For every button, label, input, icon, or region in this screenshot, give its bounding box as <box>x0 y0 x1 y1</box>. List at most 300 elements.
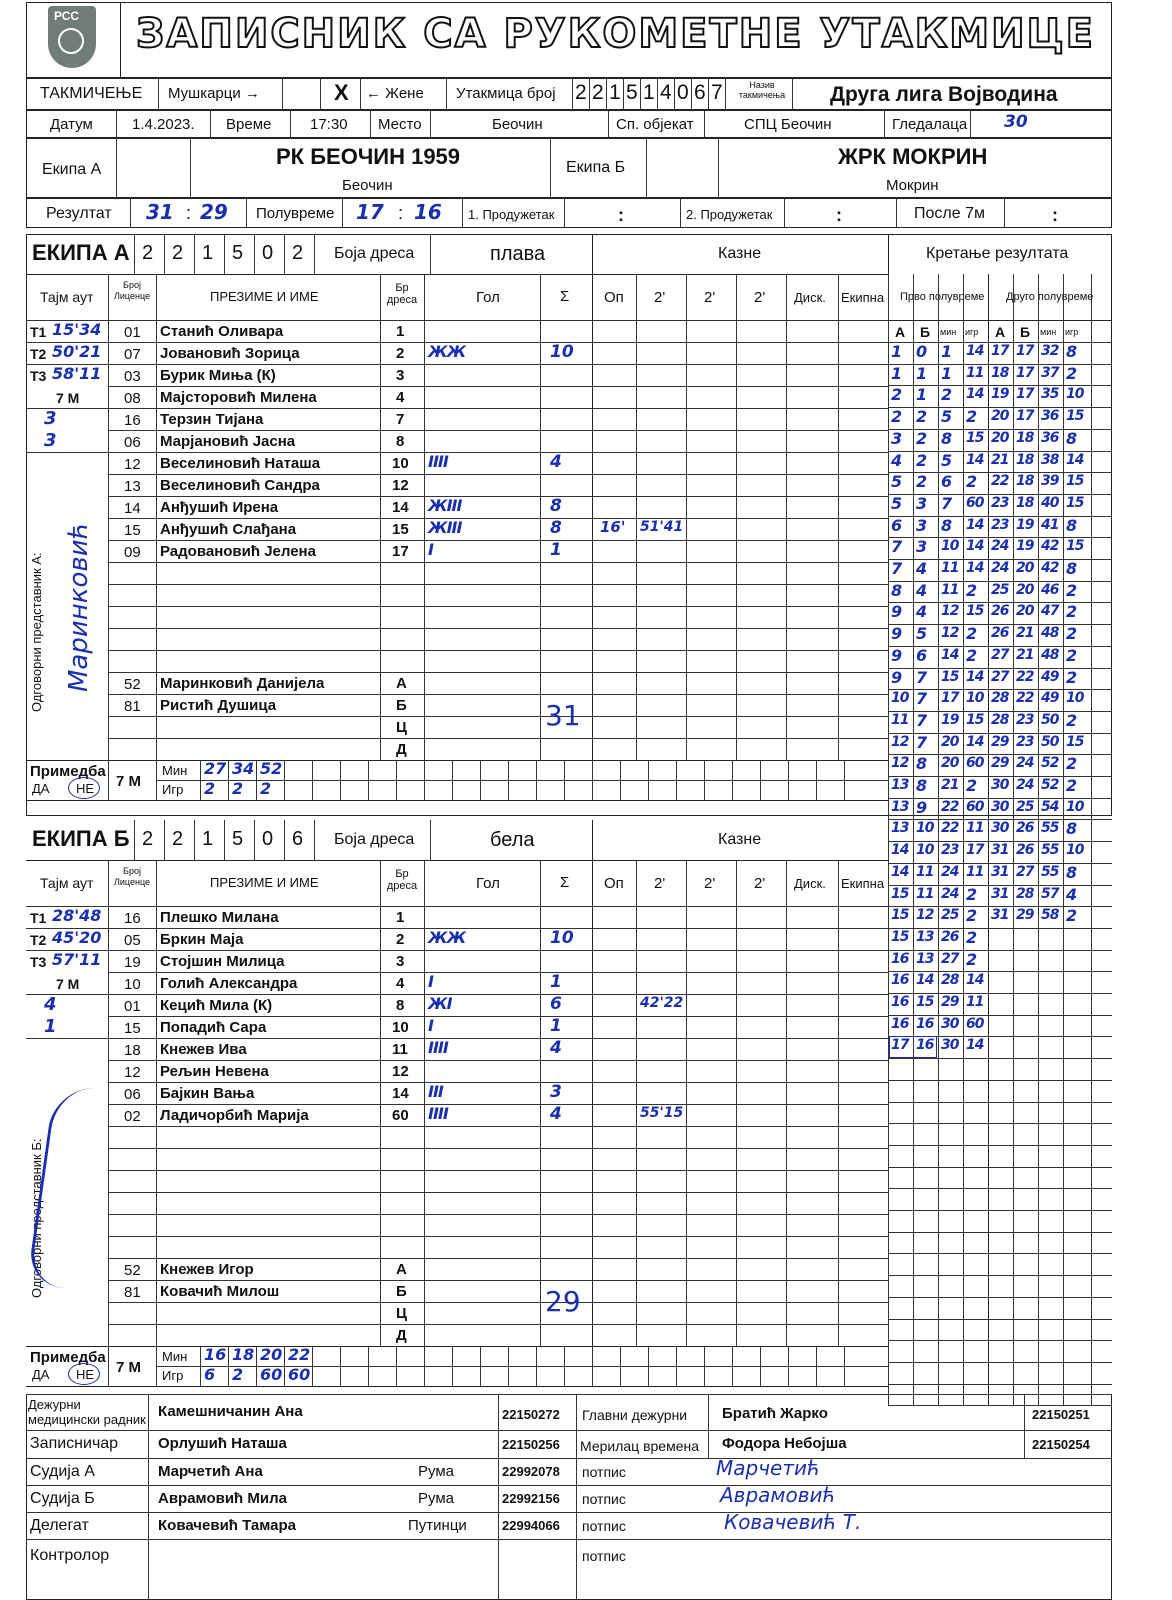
v-rule <box>736 320 737 760</box>
v-rule <box>786 320 787 760</box>
progress-entry: 29 <box>941 994 959 1010</box>
team-b-label: Екипа Б <box>566 159 626 176</box>
team-b-player-license: 18 <box>124 1042 141 1059</box>
progress-entry: 26 <box>1016 820 1034 837</box>
team-a-player-number: 14 <box>392 499 409 516</box>
team-a-code-digit: 2 <box>292 242 304 264</box>
v-rule <box>788 760 789 800</box>
team-a-player-name: Веселиновић Сандра <box>160 477 320 494</box>
h-rule <box>108 650 888 651</box>
v-rule <box>508 1346 509 1386</box>
team-b-player-2min: 55'15 <box>640 1105 684 1121</box>
team-b-player-2min: 42'22 <box>640 995 684 1011</box>
team-a-official-role: Д <box>396 741 407 758</box>
v-rule <box>380 906 381 1346</box>
medic-label: Дежурни медицински радник <box>28 1397 146 1427</box>
match-digit: 4 <box>660 81 672 104</box>
progress-entry: 48 <box>1041 625 1059 642</box>
col-2min: 2' <box>654 289 666 306</box>
halftime-sep: : <box>398 203 404 223</box>
progress-entry: 38 <box>1041 451 1059 468</box>
progress-entry: 25 <box>991 581 1009 598</box>
team-a-timeout-label: Т2 <box>30 346 47 362</box>
second-half-label: Друго полувреме <box>1006 291 1094 303</box>
team-b-player-license: 02 <box>124 1108 141 1125</box>
team-a-player-number: 8 <box>396 433 405 450</box>
referee-a-sign-label: потпис <box>582 1464 626 1480</box>
competition-name-label: Назив такмичења <box>738 80 786 100</box>
progress-entry: 1 <box>941 342 952 361</box>
team-b-official-name: Кнежев Игор <box>160 1261 254 1278</box>
team-a-official-name: Маринковић Данијела <box>160 675 325 692</box>
team-a-player-license: 15 <box>124 522 141 539</box>
progress-entry: 12 <box>891 755 909 772</box>
progress-entry: 55 <box>1041 842 1059 859</box>
v-rule <box>564 760 565 800</box>
progress-entry: 17 <box>891 1037 909 1054</box>
progress-entry: 24 <box>941 885 959 902</box>
progress-entry: 14 <box>966 451 984 468</box>
progress-col-head: игр <box>965 327 979 337</box>
progress-entry: 14 <box>891 842 909 859</box>
v-rule <box>686 860 687 906</box>
progress-entry: 5 <box>891 472 902 492</box>
team-a-player-license: 13 <box>124 478 141 495</box>
col-goals: Гол <box>476 289 500 306</box>
v-rule <box>732 760 733 800</box>
progress-entry: 2 <box>966 407 977 427</box>
v-rule <box>312 760 313 800</box>
v-rule <box>312 1346 313 1386</box>
team-b-jersey-label: Боја дреса <box>334 831 415 848</box>
progress-entry: 8 <box>1066 428 1077 448</box>
h-rule <box>26 994 108 995</box>
v-rule <box>1013 274 1014 1405</box>
progress-entry: 6 <box>941 472 952 492</box>
v-rule <box>1091 274 1092 1405</box>
chief-label: Главни дежурни <box>582 1407 688 1423</box>
progress-entry: 14 <box>966 668 984 685</box>
v-rule <box>540 860 541 906</box>
team-b-player-number: 10 <box>392 1019 409 1036</box>
team-b-7m-igr: 60 <box>288 1365 311 1384</box>
referee-b-number: 22992156 <box>502 1491 560 1506</box>
v-rule <box>108 860 109 906</box>
team-a-player-number: 12 <box>392 477 409 494</box>
team-b-player-name: Голић Александра <box>160 975 298 992</box>
time-label: Време <box>226 116 272 133</box>
progress-entry: 26 <box>991 603 1009 620</box>
h-rule <box>108 408 888 409</box>
team-b-note-label: Примедба <box>30 1349 106 1366</box>
v-rule <box>838 274 839 320</box>
match-digit: 1 <box>643 81 655 104</box>
referee-b-sign-label: потпис <box>582 1491 626 1507</box>
progress-entry: 12 <box>916 907 934 924</box>
v-rule <box>480 760 481 800</box>
women-label: ← Жене <box>366 85 424 102</box>
team-a-player-name: Анђушић Слађана <box>160 521 297 538</box>
progress-entry: 22 <box>1016 668 1034 685</box>
v-rule <box>838 320 839 760</box>
h-rule <box>26 1430 1112 1431</box>
timer-label: Мерилац времена <box>580 1438 700 1454</box>
h-rule <box>888 1362 1112 1363</box>
progress-entry: 15 <box>1066 408 1084 425</box>
progress-entry: 52 <box>1041 755 1059 772</box>
progress-entry: 20 <box>1016 603 1034 620</box>
h-rule <box>108 1148 888 1149</box>
h-rule <box>108 540 888 541</box>
progress-entry: 2 <box>1066 363 1077 383</box>
team-b-7m-min: 20 <box>260 1345 283 1364</box>
v-rule <box>224 234 225 274</box>
progress-entry: 8 <box>1066 515 1077 535</box>
progress-entry: 46 <box>1041 581 1059 598</box>
progress-entry: 18 <box>1016 473 1034 490</box>
progress-entry: 20 <box>941 755 959 772</box>
progress-entry: 7 <box>891 559 902 578</box>
progress-entry: 14 <box>1066 451 1084 468</box>
v-rule <box>254 820 255 860</box>
h-rule <box>108 972 888 973</box>
match-digit: 6 <box>694 81 706 104</box>
team-a-timeout-time: 50'21 <box>52 342 102 361</box>
h-rule <box>108 672 888 673</box>
v-rule <box>156 906 157 1346</box>
team-b-7m-min: 22 <box>288 1345 311 1364</box>
team-a-player-name: Радовановић Јелена <box>160 543 316 560</box>
referee-b-label: Судија Б <box>30 1490 95 1507</box>
progress-entry: 3 <box>891 428 902 448</box>
h-rule <box>26 1539 1112 1540</box>
team-a-player-goals: ЖIII <box>428 496 462 515</box>
team-b-player-license: 16 <box>124 910 141 927</box>
h-rule <box>888 1167 1112 1168</box>
team-a-player-license: 07 <box>124 346 141 363</box>
team-a-player-warning: 16' <box>600 518 626 536</box>
result-label: Резултат <box>46 205 112 222</box>
progress-entry: 28 <box>991 711 1009 728</box>
progress-entry: 15 <box>1066 494 1084 511</box>
col-timeout: Тајм аут <box>40 289 94 305</box>
team-b-total-goals: 29 <box>545 1285 581 1318</box>
team-b-note-no: НЕ <box>76 1367 95 1382</box>
team-b-official-role: Д <box>396 1327 407 1344</box>
progress-entry: 16 <box>891 994 909 1010</box>
h-rule <box>108 474 888 475</box>
chief-number: 22150251 <box>1032 1407 1090 1422</box>
progress-entry: 42 <box>1041 538 1059 555</box>
team-a-player-sum: 1 <box>550 540 562 560</box>
women-mark: X <box>334 80 349 105</box>
progress-entry: 10 <box>941 538 959 555</box>
v-rule <box>888 274 889 1405</box>
team-a-player-2min: 51'41 <box>640 519 684 535</box>
v-rule <box>576 1394 577 1600</box>
ball-icon <box>58 28 84 54</box>
match-digit: 0 <box>677 81 689 104</box>
v-rule <box>636 860 637 906</box>
team-a-total-goals: 31 <box>545 699 581 732</box>
progress-entry: 2 <box>941 385 952 405</box>
v-rule <box>963 274 964 1405</box>
col-2min: 2' <box>704 875 716 892</box>
v-rule <box>816 1346 817 1386</box>
team-a-player-license: 08 <box>124 390 141 407</box>
team-b-player-sum: 10 <box>550 928 574 948</box>
team-b-city: Мокрин <box>886 177 939 194</box>
progress-entry: 11 <box>941 560 959 576</box>
progress-entry: 15 <box>891 928 909 945</box>
team-a-player-sum: 8 <box>550 496 562 516</box>
progress-entry: 2 <box>966 580 977 600</box>
team-a-code-digit: 2 <box>142 242 154 264</box>
v-rule <box>396 760 397 800</box>
v-rule <box>256 1346 257 1386</box>
h-rule <box>108 1324 888 1325</box>
team-b-player-number: 11 <box>392 1041 408 1058</box>
team-a-code-digit: 2 <box>172 242 184 264</box>
progress-entry: 2 <box>1066 667 1077 687</box>
team-b-7m-igr: 6 <box>204 1365 216 1384</box>
progress-entry: 20 <box>1016 560 1034 576</box>
v-rule <box>1063 274 1064 1405</box>
referee-a-label: Судија А <box>30 1463 95 1480</box>
h-rule <box>108 1302 888 1303</box>
progress-entry: 9 <box>891 602 902 622</box>
progress-entry: 2 <box>966 472 977 492</box>
v-rule <box>540 906 541 1346</box>
progress-entry: 21 <box>1016 646 1034 663</box>
progress-entry: 2 <box>1066 645 1077 665</box>
team-a-7m-min: 27 <box>204 759 227 778</box>
progress-entry: 55 <box>1041 820 1059 837</box>
men-label: Мушкарци → <box>168 85 260 102</box>
team-a-timeout-label: Т1 <box>30 324 47 340</box>
progress-entry: 2 <box>1066 906 1077 926</box>
progress-entry: 15 <box>966 429 984 446</box>
progress-entry: 14 <box>966 1037 984 1054</box>
team-a-jersey-color: плава <box>490 243 546 265</box>
time-value: 17:30 <box>310 116 348 133</box>
timer-number: 22150254 <box>1032 1437 1090 1452</box>
after-7m-label: После 7м <box>914 205 985 222</box>
team-a-player-license: 14 <box>124 500 141 517</box>
timer-name: Фодора Небојша <box>722 1435 847 1452</box>
team-a-timeout-time: 58'11 <box>52 364 102 383</box>
v-rule <box>606 78 607 110</box>
team-b-player-name: Стојшин Милица <box>160 953 285 970</box>
progress-entry: 42 <box>1041 560 1059 576</box>
v-rule <box>396 1346 397 1386</box>
progress-entry: 28 <box>991 690 1009 707</box>
v-rule <box>284 760 285 800</box>
delegate-city: Путинци <box>408 1517 467 1534</box>
progress-entry: 5 <box>916 624 927 644</box>
progress-entry: 7 <box>941 493 952 513</box>
first-half-label: Прво полувреме <box>900 291 985 303</box>
progress-entry: 17 <box>941 690 959 707</box>
h-rule <box>888 1297 1112 1298</box>
progress-entry: 57 <box>1041 885 1059 902</box>
overtime2-label: 2. Продужетак <box>686 207 773 222</box>
team-b-player-sum: 1 <box>550 1016 562 1036</box>
team-b-7m-min: 16 <box>204 1345 227 1364</box>
v-rule <box>636 274 637 320</box>
progress-entry: 13 <box>891 777 909 793</box>
progress-entry: 50 <box>1041 711 1059 728</box>
progress-entry: 20 <box>991 429 1009 446</box>
v-rule <box>134 234 135 274</box>
progress-entry: 24 <box>1016 777 1034 793</box>
progress-entry: 5 <box>941 450 952 470</box>
team-a-player-license: 03 <box>124 368 141 385</box>
team-a-note-label: Примедба <box>30 763 106 780</box>
progress-entry: 2 <box>891 407 902 427</box>
team-b-player-name: Бајкин Вања <box>160 1085 255 1102</box>
progress-entry: 25 <box>1016 798 1034 815</box>
team-b-player-goals: ЖI <box>428 994 452 1013</box>
team-b-code-digit: 2 <box>172 828 184 850</box>
progress-entry: 8 <box>916 776 927 795</box>
team-a-player-number: 4 <box>396 389 405 406</box>
team-b-player-number: 1 <box>396 909 405 926</box>
v-rule <box>732 1346 733 1386</box>
progress-label: Кретање резултата <box>926 245 1069 262</box>
progress-entry: 30 <box>991 820 1009 837</box>
progress-entry: 16 <box>891 972 909 989</box>
team-b-note-circle <box>68 1363 100 1385</box>
team-a-player-name: Јовановић Зорица <box>160 345 300 362</box>
v-rule <box>108 320 109 760</box>
referee-a-name: Марчетић Ана <box>158 1463 263 1480</box>
competition-name: Друга лига Војводина <box>830 83 1058 106</box>
match-digit: 2 <box>575 81 587 104</box>
h-rule <box>108 518 888 519</box>
team-a-player-license: 06 <box>124 434 141 451</box>
team-a-official-role: Ц <box>396 719 407 736</box>
progress-entry: 23 <box>991 494 1009 511</box>
h-rule <box>108 1082 888 1083</box>
team-a-penalties-label: Казне <box>718 245 762 262</box>
progress-entry: 16 <box>891 950 909 967</box>
v-rule <box>592 860 593 906</box>
progress-entry: 15 <box>1066 538 1084 555</box>
h-rule <box>26 408 108 409</box>
chief-name: Братић Жарко <box>722 1405 828 1422</box>
team-a-label: Екипа А <box>42 161 102 178</box>
match-digit: 5 <box>626 81 638 104</box>
team-b-code-digit: 2 <box>142 828 154 850</box>
v-rule <box>725 78 726 110</box>
h-rule <box>108 1258 888 1259</box>
progress-entry: 1 <box>891 342 902 361</box>
team-b-player-name: Бркин Маја <box>160 931 244 948</box>
team-a-player-number: 15 <box>392 521 409 538</box>
v-rule <box>838 906 839 1346</box>
col-sum: Σ <box>560 874 570 891</box>
team-a-player-goals: I <box>428 540 433 559</box>
h-rule <box>888 1123 1112 1124</box>
h-rule <box>108 1104 888 1105</box>
progress-entry: 14 <box>966 516 984 533</box>
h-rule <box>108 1060 888 1061</box>
team-a-label: ЕКИПА А <box>32 240 130 265</box>
progress-entry: 8 <box>1066 862 1077 882</box>
progress-entry: 26 <box>941 928 959 945</box>
progress-entry: 12 <box>891 733 909 750</box>
v-rule <box>708 1394 709 1458</box>
team-a-7m-igr: 2 <box>260 779 272 798</box>
h-rule <box>888 1058 1112 1059</box>
col-jersey-no: Бр дреса <box>386 868 418 892</box>
team-b-player-number: 2 <box>396 931 405 948</box>
progress-entry: 2 <box>1066 754 1077 774</box>
v-rule <box>148 1394 149 1600</box>
delegate-number: 22994066 <box>502 1518 560 1533</box>
progress-entry: 22 <box>941 798 959 815</box>
progress-entry: 60 <box>966 798 984 815</box>
progress-entry: 7 <box>916 667 927 687</box>
progress-entry: 2 <box>891 385 902 405</box>
spectators-label: Гледалаца <box>892 116 968 133</box>
progress-entry: 31 <box>991 907 1009 924</box>
v-rule <box>256 760 257 800</box>
v-rule <box>536 1346 537 1386</box>
v-rule <box>988 274 989 1405</box>
progress-entry: 14 <box>891 863 909 880</box>
v-rule <box>134 820 135 860</box>
col-timeout: Тајм аут <box>40 875 94 891</box>
team-b-player-number: 3 <box>396 953 405 970</box>
place-value: Беочин <box>492 116 543 133</box>
team-b-code-digit: 5 <box>232 828 244 850</box>
v-rule <box>844 1346 845 1386</box>
h-rule <box>108 1016 888 1017</box>
match-digit: 7 <box>711 81 723 104</box>
progress-entry: 4 <box>891 450 902 470</box>
progress-entry: 20 <box>941 733 959 750</box>
progress-entry: 17 <box>1016 364 1034 381</box>
col-warning: Оп <box>604 875 624 892</box>
team-b-player-license: 10 <box>124 976 141 993</box>
h-rule <box>108 628 888 629</box>
team-b-rep-signature <box>26 1088 117 1288</box>
team-b-player-name: Рељин Невена <box>160 1063 269 1080</box>
referee-b-name: Аврамовић Мила <box>158 1490 287 1507</box>
v-rule <box>540 320 541 760</box>
col-goals: Гол <box>476 875 500 892</box>
team-b-player-goals: ЖЖ <box>428 928 466 947</box>
team-b-player-goals: I <box>428 972 433 991</box>
competition-label: ТАКМИЧЕЊЕ <box>40 85 143 102</box>
progress-col-head: А <box>895 324 906 340</box>
delegate-signature: Ковачевић Т. <box>724 1510 862 1534</box>
team-b-label: ЕКИПА Б <box>32 826 130 851</box>
v-rule <box>424 1346 425 1386</box>
progress-entry: 1 <box>916 363 927 383</box>
place-label: Место <box>378 116 422 133</box>
progress-entry: 27 <box>991 646 1009 663</box>
h-rule <box>108 716 888 717</box>
progress-entry: 23 <box>941 842 959 859</box>
team-a-player-number: 10 <box>392 455 409 472</box>
team-b-7m-igr: 60 <box>260 1365 283 1384</box>
v-rule <box>380 274 381 320</box>
v-rule <box>254 234 255 274</box>
h-rule <box>888 1188 1112 1189</box>
